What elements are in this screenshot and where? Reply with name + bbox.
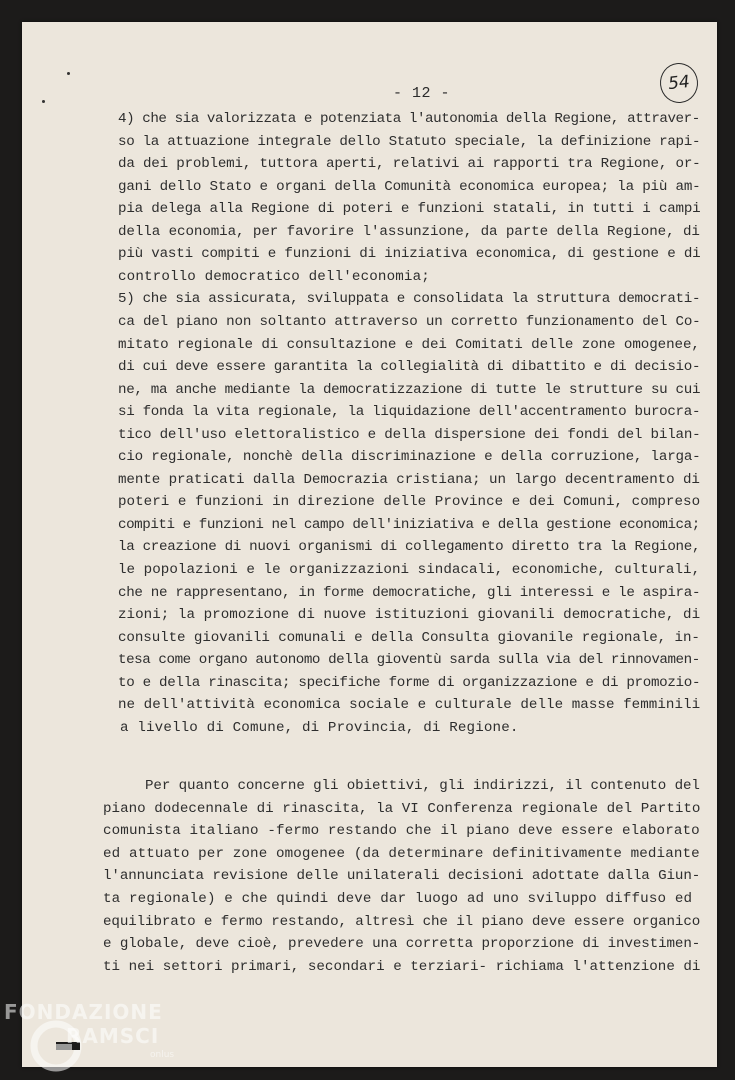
text-line: poteri e funzioni in direzione delle Province e dei Comuni, compreso	[118, 494, 701, 511]
text-line: ed attuato per zone omogenee (da determinare definitivamente mediante	[103, 845, 700, 862]
text-line: tico dell'uso elettoralistico e della dispersione dei fondi del bilan-	[118, 426, 701, 443]
watermark-line1: FONDAZIONE	[4, 1000, 163, 1024]
text-line: equilibrato e fermo restando, altresì che il piano deve essere organico	[103, 913, 701, 930]
text-line: pia delega alla Regione di poteri e funzioni statali, in tutti i campi	[118, 201, 701, 218]
ink-dot	[42, 100, 45, 103]
text-line: ne dell'attività economica sociale e culturale delle masse femminili	[118, 697, 701, 714]
text-line: zioni; la promozione di nuove istituzioni giovanili democratiche, di	[118, 607, 701, 624]
text-line: consulte giovanili comunali e della Consulta giovanile regionale, in-	[118, 629, 700, 646]
text-line: le popolazioni e le organizzazioni sindacali, economiche, culturali,	[118, 562, 701, 578]
text-line: ca del piano non soltanto attraverso un corretto funzionamento del Co-	[118, 313, 701, 330]
text-line: l'annunciata revisione delle unilaterali decisioni adottate dalla Giun-	[103, 868, 701, 885]
text-line: della economia, per favorire l'assunzione, da parte della Regione, di	[118, 223, 700, 240]
text-line: piano dodecennale di rinascita, la VI Conferenza regionale del Partito	[103, 800, 701, 817]
watermark-onlus: onlus	[150, 1050, 175, 1060]
watermark-logo	[4, 1000, 184, 1076]
text-line: so la attuazione integrale dello Statuto speciale, la definizione rapi-	[118, 133, 701, 150]
text-line: comunista italiano -fermo restando che il piano deve essere elaborato	[103, 823, 700, 840]
ink-dot	[67, 72, 70, 75]
page-number: - 12 -	[393, 85, 451, 102]
text-line: 5) che sia assicurata, sviluppata e consolidata la struttura democrati-	[118, 291, 701, 308]
text-line: Per quanto concerne gli obiettivi, gli indirizzi, il contenuto del	[145, 778, 700, 794]
text-line: gani dello Stato e organi della Comunità economica europea; la più am-	[118, 178, 701, 195]
text-line: la creazione di nuovi organismi di collegamento diretto tra la Regione,	[118, 539, 701, 556]
watermark-line2: RAMSCI	[66, 1024, 160, 1048]
text-line: a livello di Comune, di Provincia, di Regione.	[120, 719, 519, 736]
text-line: si fonda la vita regionale, la liquidazione dell'accentramento burocra-	[118, 404, 701, 421]
text-line: to e della rinascita; specifiche forme di organizzazione e di promozio-	[118, 674, 701, 691]
text-line: mente praticati dalla Democrazia cristiana; un largo decentramento di	[118, 471, 700, 488]
text-line: 4) che sia valorizzata e potenziata l'autonomia della Regione, attraver-	[118, 111, 700, 127]
text-line: cio regionale, nonchè della discriminazione e della corruzione, larga-	[118, 449, 701, 466]
text-line: da dei problemi, tuttora aperti, relativi ai rapporti tra Regione, or-	[118, 156, 701, 173]
text-line: ta regionale) e che quindi deve dar luogo ad uno sviluppo diffuso ed	[103, 891, 693, 907]
text-line: di cui deve essere garantita la collegialità di dibattito e di decisio-	[118, 359, 701, 376]
text-line: tesa come organo autonomo della gioventù sarda sulla via del rinnovamen-	[118, 652, 700, 669]
text-line: ti nei settori primari, secondari e terziari- richiama l'attenzione di	[103, 958, 701, 975]
text-line: ne, ma anche mediante la democratizzazione di tutte le strutture su cui	[118, 381, 701, 398]
text-line: controllo democratico dell'economia;	[118, 268, 430, 285]
text-line: che ne rappresentano, in forme democratiche, gli interessi e le aspira-	[118, 584, 701, 601]
text-line: più vasti compiti e funzioni di iniziativa economica, di gestione e di	[118, 246, 701, 263]
text-line: mitato regionale di consultazione e dei Comitati delle zone omogenee,	[118, 336, 700, 353]
folio-stamp: 54	[658, 61, 700, 105]
text-line: e globale, deve cioè, prevedere una corretta proporzione di investimen-	[103, 936, 701, 953]
text-line: compiti e funzioni nel campo dell'iniziativa e della gestione economica;	[118, 516, 700, 533]
